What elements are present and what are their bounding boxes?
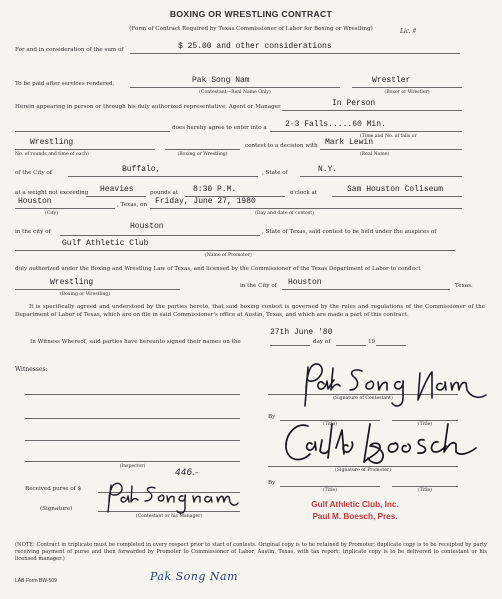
event-city: Houston <box>18 197 52 206</box>
license-sport: Wrestling <box>50 278 94 287</box>
witness-line-2 <box>25 418 240 419</box>
signature-label: (Signature) <box>40 506 73 512</box>
title-line-2 <box>392 486 458 487</box>
promoter-name: Gulf Athletic Club <box>62 239 149 248</box>
manager-caption: (Contestant or his Manager) <box>135 514 203 519</box>
contract-title: BOXING OR WRESTLING CONTRACT <box>169 9 333 19</box>
opponent-state-line <box>300 176 462 177</box>
state-of-label: , State of <box>262 170 288 176</box>
sport-caption: (Boxing or Wrestling) <box>177 152 228 157</box>
sport-value: Wrestling <box>30 138 74 147</box>
promoter-caption: (Name of Promoter) <box>205 253 252 258</box>
representation-value: In Person <box>332 99 376 108</box>
contestant-name-caption: (Contestant—Real Name Only) <box>199 90 271 95</box>
license-sport-line <box>15 289 180 290</box>
consideration-line <box>130 53 460 54</box>
agree-text: does hereby agree to enter into a <box>172 125 267 131</box>
in-city-label: in the city of <box>15 229 51 235</box>
year-prefix: 19 <box>368 339 376 345</box>
role-caption: (Boxer or Wrestler) <box>384 90 430 95</box>
license-sport-caption: (Boxing or Wrestling) <box>60 292 111 297</box>
opponent-city-line <box>68 176 258 177</box>
city-of-label: of the City of <box>15 170 52 176</box>
license-label: Lic. # <box>400 27 416 35</box>
day-of-label: day of <box>313 339 331 345</box>
role-line <box>352 87 462 88</box>
pounds-at-label: pounds at <box>150 190 178 196</box>
consideration-value: $ 25.00 and other considerations <box>178 42 332 51</box>
texas-period: Texas. <box>455 283 473 289</box>
license-city: Houston <box>288 278 322 287</box>
time-value: 8:30 P.M. <box>193 185 237 194</box>
event-date: Friday, June 27, 1980 <box>155 197 256 206</box>
contestant-signature <box>300 362 490 417</box>
contestant-name: Pak Song Nam <box>192 76 250 85</box>
sport-line <box>165 149 240 150</box>
witness-whereof-text: In Witness Whereof, said parties have hereunto signed their names on the <box>30 339 241 345</box>
contract-subtitle: (Form of Contract Required by Texas Commissioner of Labor for Boxing or Wrestling) <box>129 26 373 32</box>
blank-line-4 <box>15 131 170 132</box>
weight-line <box>86 196 146 197</box>
falls-value: 2-3 Falls.....60 Min. <box>285 120 386 129</box>
title-caption-2: (Title) <box>417 488 433 493</box>
witness-line-1 <box>25 394 240 395</box>
contestant-line <box>130 87 340 88</box>
witnesses-label: Witnesses: <box>15 366 48 373</box>
promoter-signature <box>282 418 482 474</box>
held-city-line <box>60 235 260 236</box>
falls-caption: (Time and No. of falls or <box>360 134 417 139</box>
opponent-line <box>320 149 462 150</box>
representation-line <box>282 110 462 111</box>
real-name-caption: (Real Name) <box>360 152 390 157</box>
consideration-label: For and in consideration of the sum of <box>15 47 124 53</box>
handwritten-name: Pak Song Nam <box>150 570 239 583</box>
decision-text: contest to a decision with <box>245 143 318 149</box>
promoter-signature-caption: (Signature of Promoter) <box>335 468 391 473</box>
weight-label: at a weight not exceeding <box>15 190 89 196</box>
opponent-state: N.Y. <box>318 165 338 174</box>
rounds-line <box>15 149 155 150</box>
title-caption-1: (Title) <box>417 422 433 427</box>
event-date-line <box>150 208 462 209</box>
by-caption-1: (Title) <box>322 422 338 427</box>
contestant-role: Wrestler <box>372 76 411 85</box>
date-caption: (Day and date of contest) <box>255 211 314 216</box>
representation-text: Herein appearing in person or through his duly authorized representative, Agent or Manager <box>15 104 281 110</box>
city-caption: (City) <box>45 211 59 216</box>
weight-value: Heavies <box>100 185 134 194</box>
promoter-line <box>15 250 455 251</box>
day-line <box>270 345 310 346</box>
auspices-text: , State of Texas, said contest to be held under the auspices of <box>262 229 437 235</box>
manager-signature <box>105 482 240 518</box>
by-label-2: By <box>268 480 276 486</box>
year-line <box>376 345 406 346</box>
falls-line <box>270 131 462 132</box>
signed-date: 27th June '80 <box>270 328 333 337</box>
texas-on-label: , Texas, on <box>117 202 148 208</box>
promoter-stamp-line1: Gulf Athletic Club, Inc. <box>311 500 399 509</box>
inspector-caption: (Inspector) <box>119 464 146 469</box>
by-caption-2: (Title) <box>322 488 338 493</box>
footer-note: (NOTE: Contract in triplicate must be completed in every respect prior to start of contests. Original copy is to be retained by Promoter; duplicate copy is to be receipted by party receiving payment of purse and then forwarded by Promoter to Commissioner of Labor, Austin, Texas, with tax report; triplicate copy is to be delivered to contestant or his licensed manager.) <box>15 542 487 562</box>
opponent-city: Buffalo, <box>122 165 161 174</box>
authorization-text: duly authorized under the Boxing and Wrestling Law of Texas, and licensed by the Commissioner of the Texas Department of Labor to conduct <box>15 266 421 272</box>
by-line-2 <box>280 486 380 487</box>
contestant-signature-caption: (Signature of Contestant) <box>333 396 393 401</box>
payment-label: To be paid after services rendered, <box>15 81 115 87</box>
governing-paragraph: It is specifically agreed and understood by the parties hereto, that said boxing contest is governed by the rules and regulations of the Commissioner of the Department of Labor of Texas, which are on file in said Commissioner's office at Austin, Texas, and which are made a part of this contract. <box>15 304 485 318</box>
city-of-label-2: in the City of <box>240 283 277 289</box>
opponent-name: Mark Lewin <box>325 138 374 147</box>
purse-label: Received purse of $ <box>25 486 82 492</box>
promoter-stamp-line2: Paul M. Boesch, Pres. <box>312 512 398 521</box>
purse-amount: 446.- <box>175 468 199 478</box>
venue-line <box>332 196 462 197</box>
rounds-caption: No. of rounds and time of each) <box>15 152 89 157</box>
form-id: LAB Form BW-509 <box>15 578 57 584</box>
month-line <box>336 345 366 346</box>
venue-value: Sam Houston Coliseum <box>347 185 444 194</box>
by-label-1: By <box>268 414 276 420</box>
inspector-line <box>25 461 240 462</box>
oclock-label: o'clock at <box>290 190 318 196</box>
event-city-line <box>15 208 115 209</box>
witness-line-3 <box>25 440 240 441</box>
held-city: Houston <box>130 222 164 231</box>
license-city-line <box>282 289 450 290</box>
